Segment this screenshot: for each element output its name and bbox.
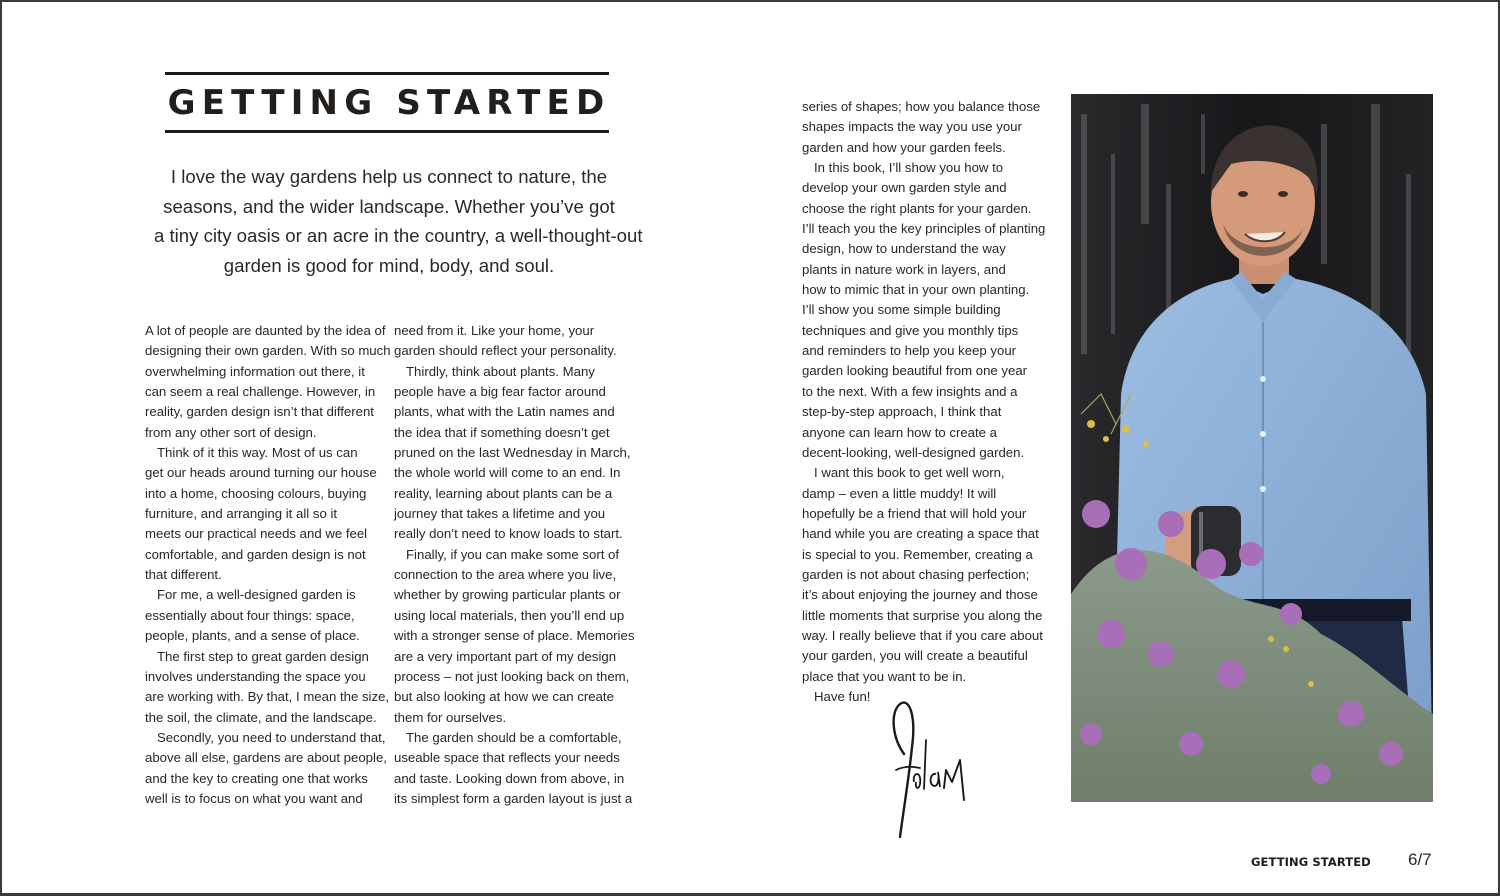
text-line: series of shapes; how you balance those — [802, 99, 1041, 114]
text-line: them for ourselves. — [394, 709, 507, 725]
text-line: The garden should be a comfortable, — [406, 729, 622, 745]
author-photo-image — [1071, 94, 1433, 802]
signature — [882, 692, 992, 842]
text-line: its simplest form a garden layout is just a — [394, 790, 633, 806]
text-line: garden is not about chasing perfection; — [802, 566, 1030, 582]
text-line: garden and how your garden feels. — [802, 139, 1006, 155]
page-indicator: 6/7 — [1408, 850, 1432, 869]
text-line: really don’t need to know loads to start. — [394, 526, 623, 542]
text-line: how to mimic that in your own planting. — [802, 282, 1030, 298]
text-line: is special to you. Remember, creating a — [802, 546, 1033, 562]
text-line: essentially about four things: space, — [145, 607, 355, 623]
text-line: above all else, gardens are about people, — [145, 750, 387, 766]
text-line: and reminders to help you keep your — [802, 343, 1017, 359]
text-line: the idea that if something doesn’t get — [394, 424, 610, 440]
intro-line: a tiny city oasis or an acre in the country, a well-thought-out — [154, 225, 643, 246]
text-line: connection to the area where you live, — [394, 567, 617, 583]
text-line: journey that takes a lifetime and you — [394, 506, 606, 522]
text-line: and the key to creating one that works — [145, 770, 368, 786]
text-line: comfortable, and garden design is not — [145, 546, 366, 562]
body-column-3 — [802, 97, 1046, 707]
text-line: garden should reflect your personality. — [394, 343, 617, 359]
body-column-1 — [145, 321, 391, 809]
text-line: I’ll show you some simple building — [802, 302, 1001, 318]
text-line: are working with. By that, I mean the size, — [145, 689, 390, 705]
text-line: choose the right plants for your garden. — [802, 200, 1032, 216]
text-line: anyone can learn how to create a — [802, 424, 998, 440]
text-line: Finally, if you can make some sort of — [406, 546, 620, 562]
text-line: Thirdly, think about plants. Many — [406, 363, 595, 379]
text-line: way. I really believe that if you care about — [802, 627, 1043, 643]
text-line: plants in nature work in layers, and — [802, 261, 1006, 277]
intro-line: seasons, and the wider landscape. Whether you’ve got — [163, 195, 615, 217]
text-line: people have a big fear factor around — [394, 384, 606, 400]
text-line: need from it. Like your home, your — [394, 323, 595, 338]
text-line: A lot of people are daunted by the idea of — [145, 323, 386, 338]
intro-paragraph — [154, 162, 643, 280]
text-line: designing their own garden. With so much — [145, 343, 391, 359]
text-line: the soil, the climate, and the landscape. — [145, 709, 377, 725]
author-photo — [1071, 94, 1433, 802]
text-line: reality, garden design isn’t that different — [145, 404, 374, 420]
page-title: GETTING STARTED — [167, 82, 611, 123]
text-line: it’s about enjoying the journey and those — [802, 587, 1038, 603]
text-line: decent-looking, well-designed garden. — [802, 444, 1025, 460]
text-line: involves understanding the space you — [145, 668, 366, 684]
text-line: I want this book to get well worn, — [814, 465, 1005, 481]
text-line: meets our practical needs and we feel — [145, 526, 368, 542]
text-line: hand while you are creating a space that — [802, 526, 1039, 542]
text-line: but also looking at how we can create — [394, 689, 614, 705]
text-line: the whole world will come to an end. In — [394, 465, 621, 481]
text-line: In this book, I’ll show you how to — [814, 160, 1004, 176]
text-line: to the next. With a few insights and a — [802, 383, 1018, 399]
running-footer-section: GETTING STARTED — [1251, 855, 1371, 869]
text-line: Secondly, you need to understand that, — [157, 729, 386, 745]
intro-line: garden is good for mind, body, and soul. — [223, 254, 555, 276]
text-line: design, how to understand the way — [802, 241, 1006, 257]
text-line: get our heads around turning our house — [145, 465, 377, 481]
text-line: I’ll teach you the key principles of planting — [802, 221, 1046, 237]
intro-line: I love the way gardens help us connect to nature, the — [170, 166, 608, 187]
text-line: with a stronger sense of place. Memories — [394, 628, 635, 644]
text-line: shapes impacts the way you use your — [802, 119, 1022, 135]
text-line: techniques and give you monthly tips — [802, 322, 1019, 338]
text-line: people, plants, and a sense of place. — [145, 628, 360, 644]
text-line: whether by growing particular plants or — [394, 587, 621, 603]
text-line: little moments that surprise you along the — [802, 607, 1043, 623]
text-line: are a very important part of my design — [394, 648, 617, 664]
text-line: from any other sort of design. — [145, 424, 317, 440]
text-line: Think of it this way. Most of us can — [157, 445, 358, 461]
body-column-2 — [394, 321, 634, 809]
text-line: useable space that reflects your needs — [394, 750, 620, 766]
text-line: well is to focus on what you want and — [145, 790, 363, 806]
text-line: into a home, choosing colours, buying — [145, 485, 367, 501]
text-line: furniture, and arranging it all so it — [145, 506, 338, 522]
text-line: plants, what with the Latin names and — [394, 404, 615, 420]
text-line: process – not just looking back on them, — [394, 668, 630, 684]
text-line: develop your own garden style and — [802, 180, 1007, 196]
text-line: pruned on the last Wednesday in March, — [394, 445, 631, 461]
text-line: your garden, you will create a beautiful — [802, 648, 1028, 664]
text-line: Have fun! — [814, 688, 871, 704]
text-line: place that you want to be in. — [802, 668, 967, 684]
text-line: and taste. Looking down from above, in — [394, 770, 625, 786]
text-line: damp – even a little muddy! It will — [802, 485, 997, 501]
title-block — [165, 72, 609, 133]
text-line: For me, a well-designed garden is — [157, 587, 356, 603]
text-line: hopefully be a friend that will hold your — [802, 505, 1027, 521]
text-line: reality, learning about plants can be a — [394, 485, 613, 501]
text-line: The first step to great garden design — [157, 648, 369, 664]
text-line: using local materials, then you’ll end up — [394, 607, 625, 623]
text-line: overwhelming information out there, it — [145, 363, 365, 379]
text-line: garden looking beautiful from one year — [802, 363, 1028, 379]
text-line: can seem a real challenge. However, in — [145, 384, 376, 400]
text-line: that different. — [145, 567, 222, 583]
signature-icon — [882, 692, 992, 842]
text-line: step-by-step approach, I think that — [802, 404, 1002, 420]
